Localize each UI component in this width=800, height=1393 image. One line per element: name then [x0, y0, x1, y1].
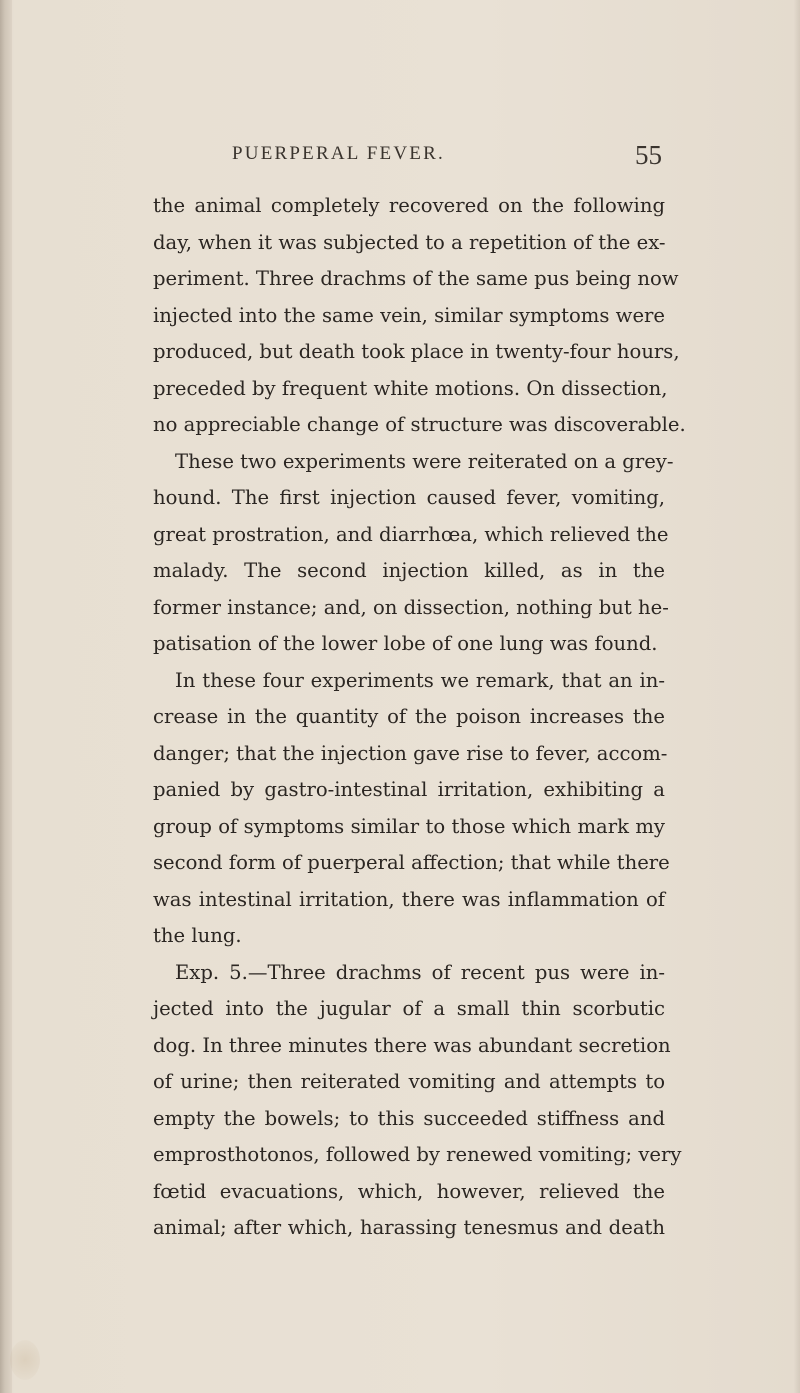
text-line: animal; after which, harassing tenesmus and death [153, 1216, 665, 1239]
text-line: crease in the quantity of the poison increases the [153, 705, 665, 728]
text-line: periment. Three drachms of the same pus being now [153, 267, 679, 290]
text-line: the animal completely recovered on the following [153, 194, 665, 217]
text-line: group of symptoms similar to those which mark my [153, 814, 665, 838]
text-line: dog. In three minutes there was abundant secretion [153, 1033, 671, 1057]
page-number: 55 [635, 140, 662, 170]
text-line: emprosthotonos, followed by renewed vomiting; very [153, 1143, 682, 1166]
text-line: former instance; and, on dissection, nothing but he- [153, 595, 669, 619]
text-line: great prostration, and diarrhœa, which relieved the [153, 522, 669, 546]
text-line: empty the bowels; to this succeeded stiffness and [153, 1106, 665, 1130]
page-header [232, 140, 662, 173]
text-line: Exp. 5.—Three drachms of recent pus were in- [175, 960, 665, 984]
running-head: PUERPERAL FEVER. [232, 143, 445, 164]
text-line: day, when it was subjected to a repetition of the ex- [153, 230, 666, 254]
paper-stain [10, 1340, 40, 1380]
text-line: preceded by frequent white motions. On dissection, [153, 376, 668, 400]
text-line: panied by gastro-intestinal irritation, exhibiting a [153, 778, 665, 801]
text-line: was intestinal irritation, there was inflammation of [153, 887, 665, 911]
text-line: the lung. [153, 924, 242, 947]
text-line: fœtid evacuations, which, however, relieved the [153, 1179, 665, 1203]
page-right-edge [794, 0, 800, 1393]
text-line: malady. The second injection killed, as in the [153, 559, 665, 582]
page-gutter-shadow [0, 0, 12, 1393]
text-line: patisation of the lower lobe of one lung was found. [153, 632, 658, 655]
text-line: second form of puerperal affection; that while there [153, 851, 670, 874]
text-line: These two experiments were reiterated on a grey- [175, 449, 674, 473]
text-line: injected into the same vein, similar symptoms were [153, 303, 665, 327]
text-line: of urine; then reiterated vomiting and attempts to [153, 1070, 665, 1093]
text-line: jected into the jugular of a small thin scorbutic [153, 997, 665, 1020]
body-text [153, 188, 686, 1247]
text-line: danger; that the injection gave rise to fever, accom- [153, 741, 668, 765]
text-line: hound. The first injection caused fever, vomiting, [153, 486, 665, 509]
text-line: no appreciable change of structure was discoverable. [153, 413, 686, 436]
text-line: produced, but death took place in twenty-four hours, [153, 340, 680, 363]
text-line: In these four experiments we remark, that an in- [175, 668, 665, 692]
